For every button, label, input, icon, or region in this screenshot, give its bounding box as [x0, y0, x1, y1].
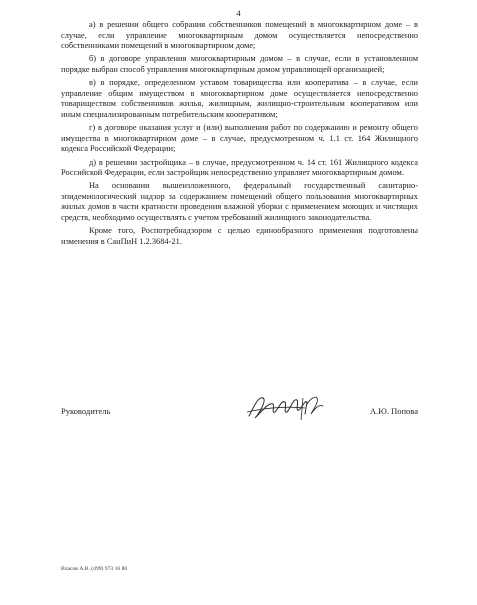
paragraph-d: д) в решении застройщика – в случае, предусмотренном ч. 14 ст. 161 Жилищного кодекса Российской Федерации, если застройщик непосредственно управляет многоквартирным домом. — [61, 157, 418, 178]
handwritten-signature-image — [245, 390, 327, 424]
page-number: 4 — [236, 8, 241, 18]
signer-title: Руководитель — [61, 406, 111, 416]
paragraph-b: б) в договоре управления многоквартирным домом – в случае, если в установленном порядке выбран способ управления многоквартирным домом управляющей организацией; — [61, 54, 418, 74]
paragraph-g: г) в договоре оказания услуг и (или) выполнения работ по содержанию и ремонту общего имущества в многоквартирном доме – в случае, предусмотренном ч. 1.1 ст. 164 Жилищного кодекса Российской Федерации; — [61, 123, 418, 154]
document-body — [61, 20, 418, 250]
paragraph-conclusion: На основании вышеизложенного, федеральный государственный санитарно-эпидемиологический надзор за содержанием помещений общего пользования многоквартирных жилых домов в части кратности проведения влажной уборки с применением моющих и чистящих средств, необходимо осуществлять с учетом требований жилищного законодательства. — [61, 181, 418, 223]
executor-contact: Власов А.В. (499) 973 16 80 — [61, 566, 128, 572]
paragraph-a: а) в решении общего собрания собственников помещений в многоквартирном доме – в случае, если управление многоквартирным домом осуществляется непосредственно собственниками помещений в многоквартирном доме; — [61, 20, 418, 51]
signature-block — [61, 404, 418, 424]
paragraph-sanpin: Кроме того, Роспотребнадзором с целью единообразного применения подготовлены изменения в СанПиН 1.2.3684-21. — [61, 226, 418, 246]
paragraph-v: в) в порядке, определенном уставом товарищества или кооператива – в случае, если управление общим имуществом в многоквартирном доме осуществляется непосредственно товариществом собственников жилья, жилищным, жилищно-строительным кооперативом или иным специализированным потребительским кооперативом; — [61, 78, 418, 119]
signer-name: А.Ю. Попова — [369, 406, 418, 416]
